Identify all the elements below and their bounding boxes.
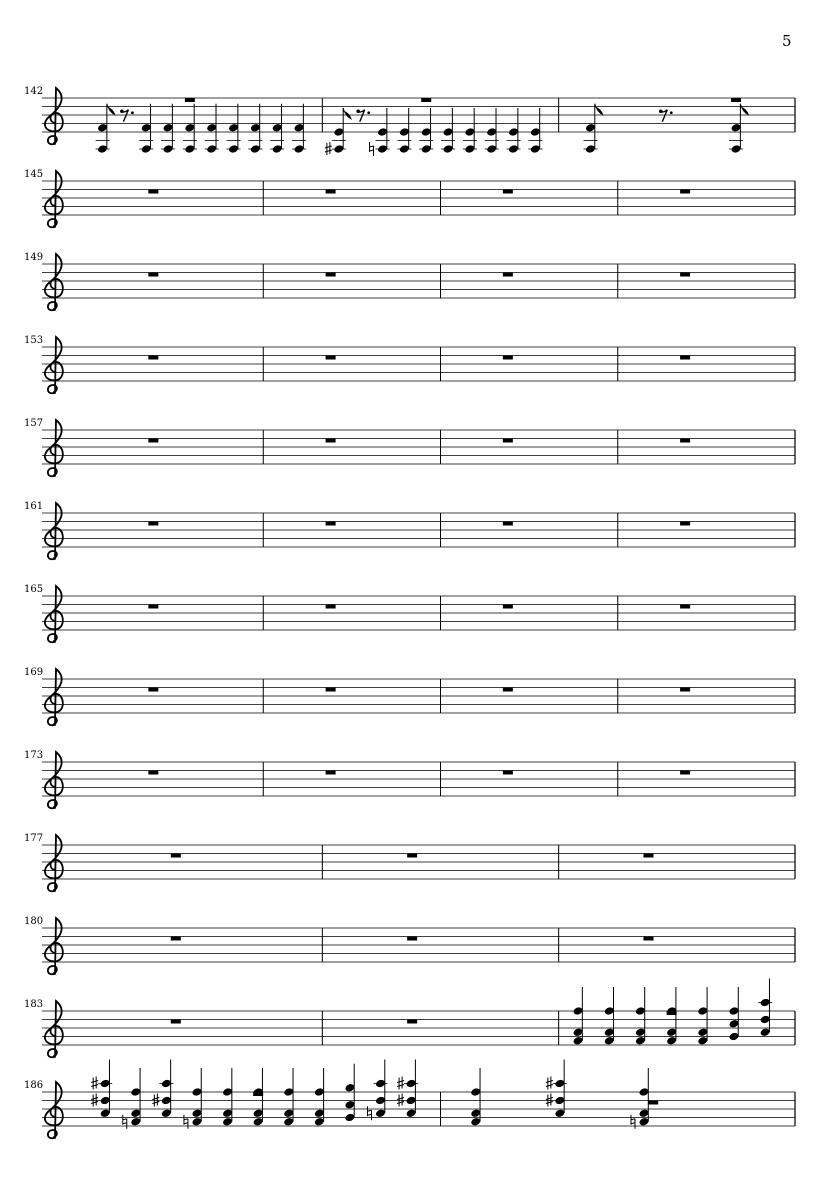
whole-rest: [326, 522, 336, 526]
measure-number: 177: [24, 833, 44, 844]
sharp-icon: [546, 1094, 553, 1107]
flag: [343, 108, 351, 119]
natural-icon: [631, 1115, 635, 1129]
whole-rest: [503, 522, 513, 526]
whole-rest: [503, 688, 513, 692]
whole-rest: [680, 688, 690, 692]
measure-number: 186: [24, 1080, 44, 1091]
staff-system: [24, 750, 795, 808]
natural-icon: [184, 1115, 188, 1129]
treble-clef-icon: [45, 171, 63, 227]
natural-icon: [370, 142, 374, 156]
whole-rest: [148, 439, 158, 443]
sharp-icon: [91, 1094, 98, 1107]
whole-rest: [171, 854, 181, 858]
treble-clef-icon: [45, 254, 63, 310]
staff-system: [24, 1060, 795, 1139]
whole-rest: [171, 937, 181, 941]
measure-number: 153: [24, 335, 44, 346]
staff-system: [24, 418, 795, 476]
flag: [740, 104, 748, 115]
whole-rest: [648, 1101, 658, 1105]
sharp-icon: [152, 1094, 159, 1107]
staff-system: [24, 169, 795, 227]
whole-rest: [326, 771, 336, 775]
whole-rest: [503, 439, 513, 443]
whole-rest: [148, 605, 158, 609]
staff-system: [24, 833, 795, 891]
whole-rest: [731, 98, 741, 102]
staff-system: [24, 86, 795, 156]
whole-rest: [421, 98, 431, 102]
treble-clef-icon: [45, 586, 63, 642]
whole-rest: [148, 190, 158, 194]
whole-rest: [680, 273, 690, 277]
whole-rest: [503, 771, 513, 775]
whole-rest: [680, 190, 690, 194]
treble-clef-icon: [45, 669, 63, 725]
whole-rest: [680, 522, 690, 526]
whole-rest: [503, 605, 513, 609]
staff-system: [24, 916, 795, 974]
rest-flag: [120, 109, 124, 113]
sharp-icon: [91, 1077, 98, 1090]
natural-icon: [123, 1115, 127, 1129]
whole-rest: [680, 439, 690, 443]
sharp-icon: [397, 1094, 404, 1107]
measure-number: 173: [24, 750, 44, 761]
measure-number: 145: [24, 169, 44, 180]
whole-rest: [326, 688, 336, 692]
treble-clef-icon: [45, 835, 63, 891]
whole-rest: [503, 356, 513, 360]
staff-system: [24, 667, 795, 725]
whole-rest: [326, 190, 336, 194]
whole-rest: [407, 937, 417, 941]
flag: [107, 104, 115, 115]
whole-rest: [503, 273, 513, 277]
augmentation-dot: [670, 111, 673, 114]
whole-rest: [680, 771, 690, 775]
whole-rest: [326, 273, 336, 277]
augmentation-dot: [367, 111, 370, 114]
staff-system: [24, 335, 795, 393]
rest-flag: [659, 109, 663, 113]
whole-rest: [148, 356, 158, 360]
treble-clef-icon: [45, 503, 63, 559]
staff-system: [24, 979, 795, 1058]
whole-rest: [253, 1092, 263, 1096]
page-number: 5: [782, 32, 792, 50]
whole-rest: [643, 937, 653, 941]
whole-rest: [185, 98, 195, 102]
staff-system: [24, 501, 795, 559]
whole-rest: [148, 688, 158, 692]
natural-icon: [367, 1106, 371, 1120]
whole-rest: [643, 854, 653, 858]
rest-flag: [356, 109, 360, 113]
measure-number: 142: [24, 86, 44, 97]
treble-clef-icon: [45, 1082, 63, 1138]
treble-clef-icon: [45, 1001, 63, 1057]
sharp-icon: [325, 142, 332, 155]
measure-number: 165: [24, 584, 44, 595]
treble-clef-icon: [45, 420, 63, 476]
measure-number: 161: [24, 501, 44, 512]
measure-number: 157: [24, 418, 44, 429]
treble-clef-icon: [45, 918, 63, 974]
sharp-icon: [397, 1077, 404, 1090]
treble-clef-icon: [45, 752, 63, 808]
sharp-icon: [546, 1077, 553, 1090]
treble-clef-icon: [45, 337, 63, 393]
flag: [595, 104, 603, 115]
staff-system: [24, 584, 795, 642]
measure-number: 149: [24, 252, 44, 263]
augmentation-dot: [131, 111, 134, 114]
whole-rest: [148, 771, 158, 775]
whole-rest: [680, 356, 690, 360]
whole-rest: [148, 522, 158, 526]
whole-rest: [148, 273, 158, 277]
staff-system: [24, 252, 795, 310]
measure-number: 180: [24, 916, 44, 927]
measure-number: 169: [24, 667, 44, 678]
whole-rest: [407, 1020, 417, 1024]
whole-rest: [680, 605, 690, 609]
whole-rest: [667, 1011, 677, 1015]
whole-rest: [171, 1020, 181, 1024]
whole-rest: [326, 605, 336, 609]
measure-number: 183: [24, 999, 44, 1010]
treble-clef-icon: [45, 88, 63, 144]
whole-rest: [503, 190, 513, 194]
whole-rest: [407, 854, 417, 858]
whole-rest: [326, 356, 336, 360]
whole-rest: [326, 439, 336, 443]
